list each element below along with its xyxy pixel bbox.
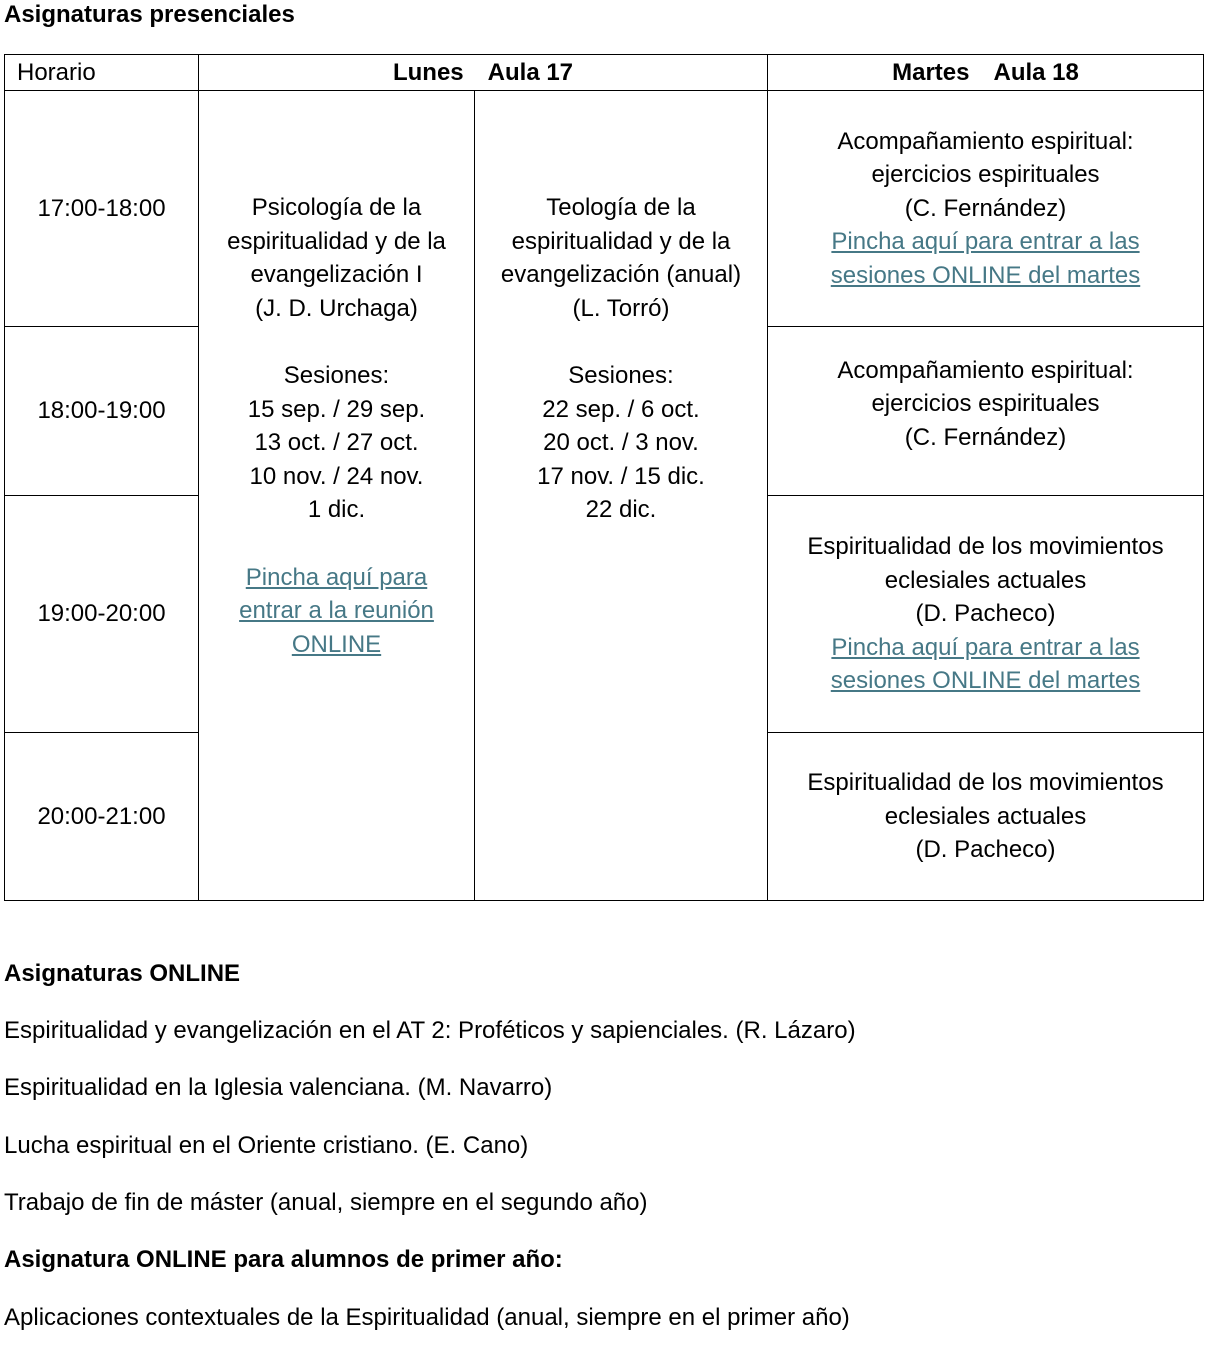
link-line[interactable]: Pincha aquí para entrar a las (831, 228, 1140, 256)
online-heading: Asignaturas ONLINE (4, 960, 241, 987)
online-course-item: Lucha espiritual en el Oriente cristiano. (E. Cano) (4, 1132, 529, 1159)
session-dates: 10 nov. / 24 nov. (249, 462, 424, 490)
course-title-line: eclesiales actuales (884, 802, 1087, 830)
slot-time: 20:00-21:00 (5, 733, 199, 901)
link-line[interactable]: sesiones ONLINE del martes (830, 667, 1141, 695)
course-title-line: Espiritualidad de los movimientos (807, 533, 1164, 561)
slot-row (5, 91, 1204, 327)
session-dates: 22 sep. / 6 oct. (542, 395, 700, 423)
course-title-line: espiritualidad y de la (511, 227, 731, 255)
monday-course-teologia (475, 91, 768, 901)
sessions-label: Sesiones: (283, 361, 390, 389)
course-title-line: Psicología de la (251, 194, 422, 221)
course-title-line: eclesiales actuales (884, 566, 1087, 594)
course-teacher: (D. Pacheco) (915, 836, 1056, 864)
link-line[interactable]: Pincha aquí para (245, 563, 428, 591)
link-line[interactable]: entrar a la reunión (239, 597, 434, 625)
lunes-room: Aula 17 (487, 58, 574, 86)
presenciales-heading: Asignaturas presenciales (4, 1, 295, 28)
slot-time: 19:00-20:00 (5, 496, 199, 733)
session-dates: 13 oct. / 27 oct. (254, 429, 419, 457)
course-teacher: (C. Fernández) (904, 423, 1067, 451)
first-year-heading: Asignatura ONLINE para alumnos de primer año: (4, 1246, 563, 1273)
link-line[interactable]: Pincha aquí para entrar a las (831, 633, 1140, 661)
online-course-item: Espiritualidad en la Iglesia valenciana. (M. Navarro) (4, 1074, 553, 1101)
tuesday-course-cell (768, 496, 1204, 733)
tuesday-course-cell (768, 91, 1204, 327)
schedule-table (4, 54, 1204, 901)
martes-column-header (768, 55, 1204, 91)
course-title-line: Acompañamiento espiritual: (837, 356, 1134, 384)
course-title-line: Espiritualidad de los movimientos (807, 769, 1164, 797)
martes-room: Aula 18 (993, 58, 1079, 86)
tuesday-sessions-link[interactable] (776, 225, 1195, 292)
course-title-line: Acompañamiento espiritual: (837, 127, 1134, 155)
course-title-line: evangelización (anual) (500, 261, 742, 289)
session-dates: 22 dic. (585, 496, 657, 524)
course-title-line: evangelización I (250, 261, 423, 289)
course-title-line: ejercicios espirituales (871, 161, 1100, 189)
course-title-line: ejercicios espirituales (871, 390, 1100, 418)
course-teacher: (L. Torró) (572, 294, 670, 322)
monday-meeting-link[interactable] (207, 561, 466, 662)
online-course-item: Trabajo de fin de máster (anual, siempre en el segundo año) (4, 1189, 648, 1216)
course-title-line: Teología de la (546, 194, 696, 221)
slot-time: 17:00-18:00 (5, 91, 199, 327)
lunes-column-header (199, 55, 768, 91)
lunes-day: Lunes (392, 58, 464, 86)
tuesday-course-cell (768, 733, 1204, 901)
monday-course-psicologia (199, 91, 475, 901)
link-line[interactable]: ONLINE (291, 630, 382, 658)
tuesday-course-cell (768, 327, 1204, 496)
session-dates: 17 nov. / 15 dic. (537, 462, 705, 490)
course-teacher: (D. Pacheco) (915, 600, 1056, 628)
link-line[interactable]: sesiones ONLINE del martes (830, 261, 1141, 289)
course-teacher: (J. D. Urchaga) (255, 294, 418, 322)
slot-time: 18:00-19:00 (5, 327, 199, 496)
course-teacher: (C. Fernández) (904, 194, 1067, 222)
session-dates: 20 oct. / 3 nov. (543, 429, 699, 457)
horario-column-header: Horario (5, 55, 199, 91)
session-dates: 15 sep. / 29 sep. (247, 395, 426, 423)
sessions-label: Sesiones: (568, 361, 674, 389)
course-title-line: espiritualidad y de la (227, 227, 446, 255)
session-dates: 1 dic. (307, 496, 366, 524)
schedule-header-row (5, 55, 1204, 91)
tuesday-sessions-link[interactable] (776, 631, 1195, 698)
online-course-item: Espiritualidad y evangelización en el AT 2: Proféticos y sapienciales. (R. Lázaro) (4, 1017, 856, 1044)
martes-day: Martes (892, 58, 970, 86)
first-year-course-item: Aplicaciones contextuales de la Espiritualidad (anual, siempre en el primer año) (4, 1304, 850, 1331)
